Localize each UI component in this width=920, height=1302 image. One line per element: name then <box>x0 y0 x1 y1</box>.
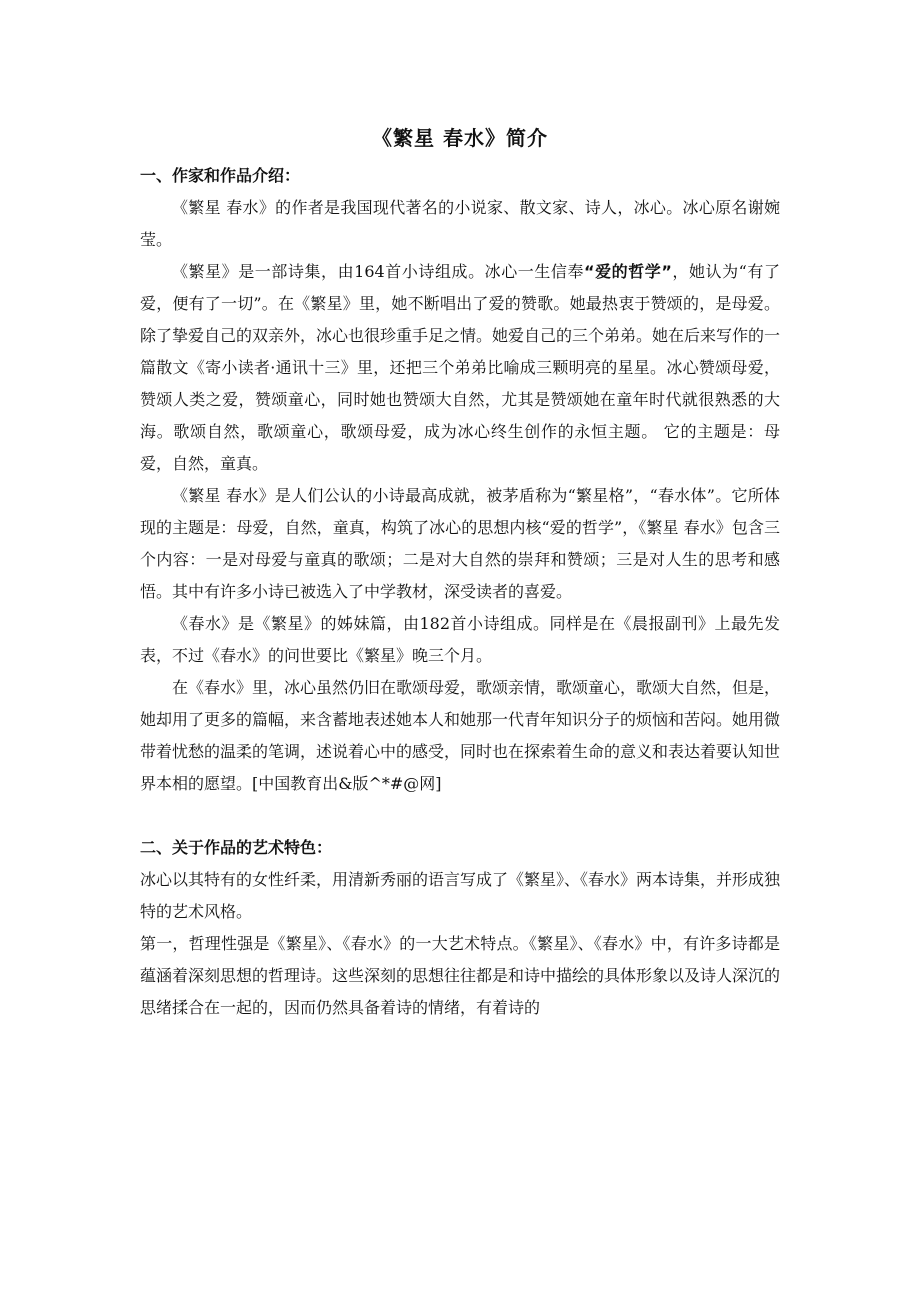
section-spacer <box>140 800 780 832</box>
paragraph-achievement: 《繁星 春水》是人们公认的小诗最高成就，被茅盾称为“繁星格”，“春水体”。它所体现的主题是：母爱，自然，童真，构筑了冰心的思想内核“爱的哲学”，《繁星 春水》包含三个内容：一是对母爱与童真的歌颂；二是对大自然的崇拜和赞颂；三是对人生的思考和感悟。其中有许多小诗已被选入了中学教材，深受读者的喜爱。 <box>140 486 780 601</box>
section-heading-art-features: 二、关于作品的艺术特色： <box>140 838 333 857</box>
paragraph-fanxing <box>140 256 780 480</box>
paragraph-chunshui-theme: 在《春水》里，冰心虽然仍旧在歌颂母爱，歌颂亲情，歌颂童心，歌颂大自然，但是，她却用了更多的篇幅，来含蓄地表述她本人和她那一代青年知识分子的烦恼和苦闷。她用微带着忧愁的温柔的笔调，述说着心中的感受，同时也在探索着生命的意义和表达着要认知世界本相的愿望。[中国教育出&版^*#@网] <box>140 678 781 793</box>
paragraph-style: 冰心以其特有的女性纤柔，用清新秀丽的语言写成了《繁星》、《春水》两本诗集，并形成独特的艺术风格。 <box>140 870 781 921</box>
paragraph-fanxing-part2: ，她认为“有了爱，便有了一切”。在《繁星》里，她不断唱出了爱的赞歌。她最热衷于赞颂的，是母爱。除了挚爱自己的双亲外，冰心也很珍重手足之情。她爱自己的三个弟弟。她在后来写作的一篇散文《寄小读者·通讯十三》里，还把三个弟弟比喻成三颗明亮的星星。冰心赞颂母爱，赞颂人类之爱，赞颂童心，同时她也赞颂大自然，尤其是赞颂她在童年时代就很熟悉的大海。歌颂自然，歌颂童心，歌颂母爱，成为冰心终生创作的永恒主题。 它的主题是：母爱，自然，童真。 <box>140 262 781 473</box>
paragraph-fanxing-part1: 《繁星》是一部诗集，由164首小诗组成。冰心一生信奉 <box>172 262 585 281</box>
document-page <box>140 118 780 1024</box>
paragraph-chunshui-intro: 《春水》是《繁星》的姊妹篇，由182首小诗组成。同样是在《晨报副刊》上最先发表，不过《春水》的问世要比《繁星》晚三个月。 <box>140 614 780 665</box>
paragraph-author: 《繁星 春水》的作者是我国现代著名的小说家、散文家、诗人，冰心。冰心原名谢婉莹。 <box>140 198 780 249</box>
document-title: 《繁星 春水》简介 <box>372 126 548 150</box>
philosophy-of-love-highlight: “爱的哲学” <box>584 262 672 281</box>
section-heading-author-intro: 一、作家和作品介绍： <box>140 166 301 185</box>
paragraph-philosophy: 第一，哲理性强是《繁星》、《春水》的一大艺术特点。《繁星》、《春水》中，有许多诗都是蕴涵着深刻思想的哲理诗。这些深刻的思想往往都是和诗中描绘的具体形象以及诗人深沉的思绪揉合在一起的，因而仍然具备着诗的情绪，有着诗的 <box>140 934 781 1017</box>
